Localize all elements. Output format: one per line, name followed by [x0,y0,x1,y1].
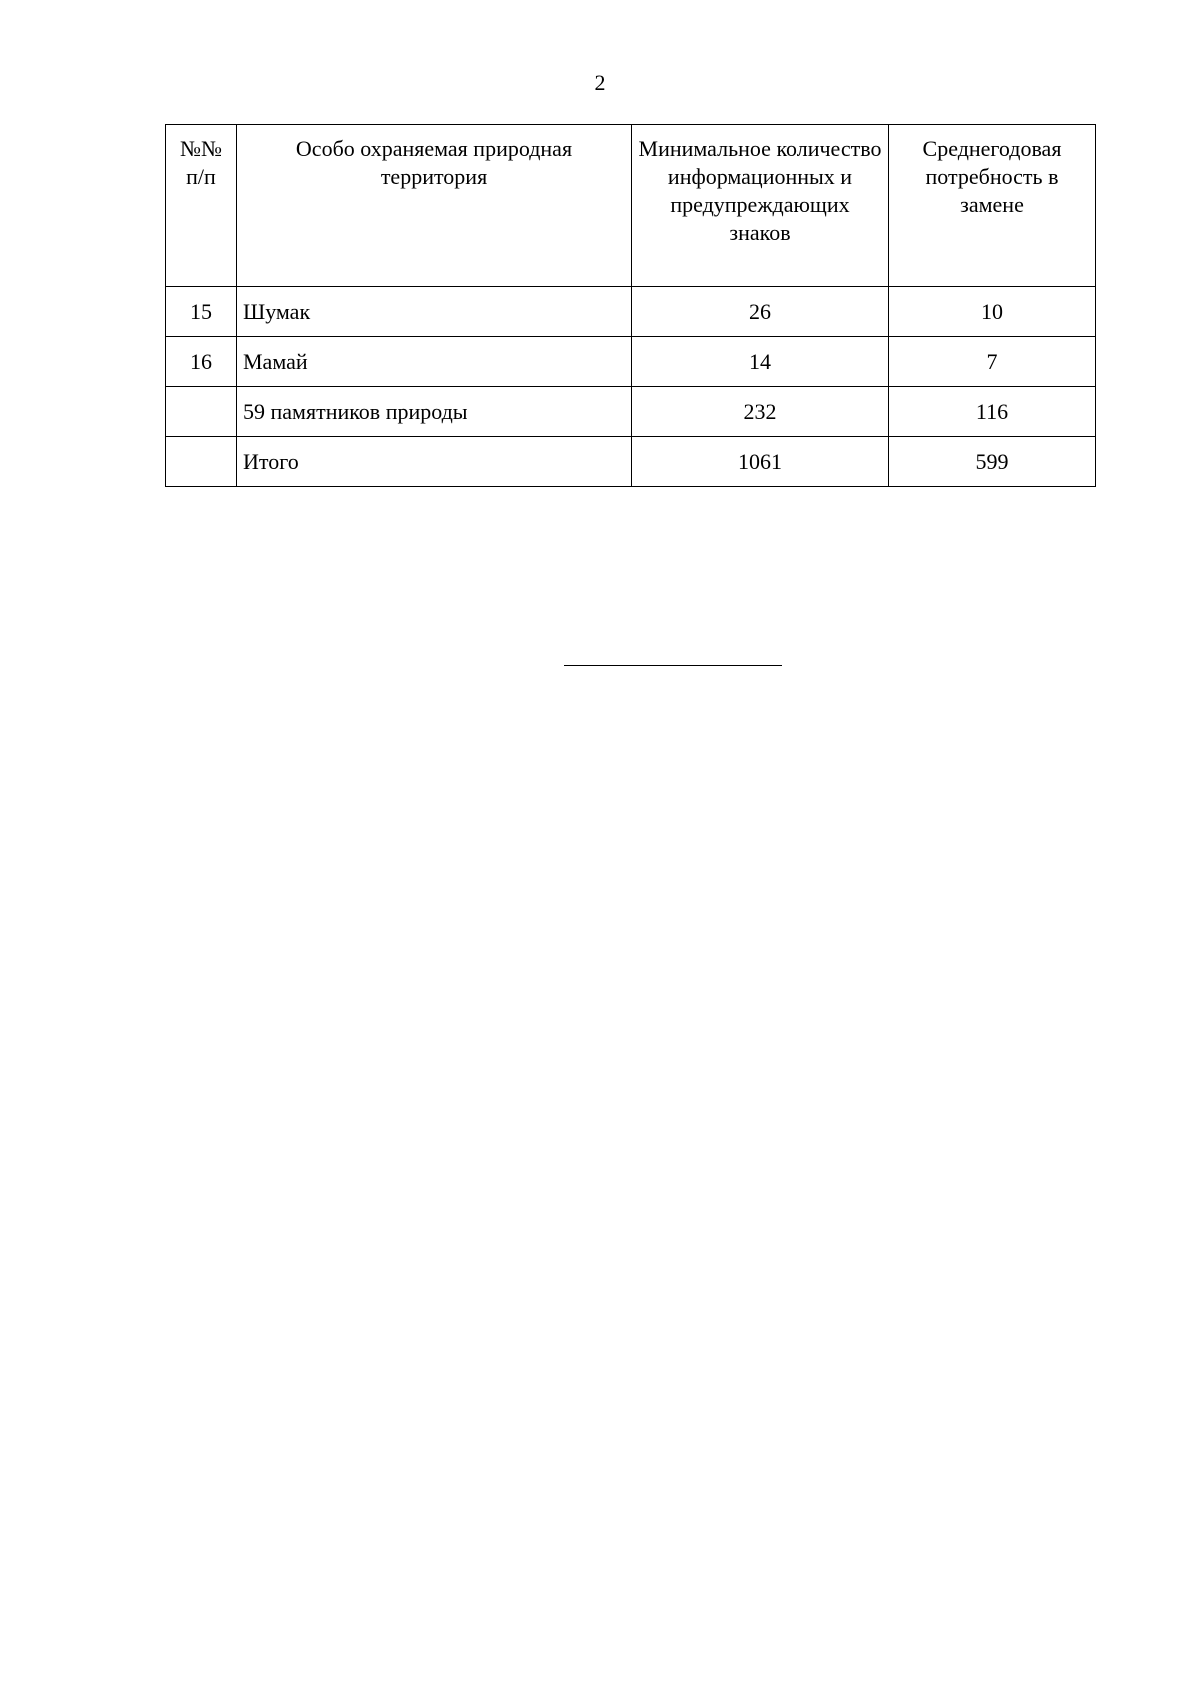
row-annual-need: 116 [889,387,1096,437]
row-annual-need: 10 [889,287,1096,337]
row-annual-need: 599 [889,437,1096,487]
row-min-signs: 1061 [632,437,889,487]
table-row-total [166,437,1096,487]
header-number: №№ п/п [166,125,237,287]
row-min-signs: 14 [632,337,889,387]
row-number [166,387,237,437]
row-number: 16 [166,337,237,387]
row-number [166,437,237,487]
row-territory: 59 памятников природы [237,387,632,437]
row-min-signs: 26 [632,287,889,337]
table-row [166,287,1096,337]
closing-divider-line [564,665,782,666]
header-annual-need: Среднегодовая потребность в замене [889,125,1096,287]
row-min-signs: 232 [632,387,889,437]
row-number: 15 [166,287,237,337]
signs-table [165,124,1096,487]
row-territory: Итого [237,437,632,487]
row-annual-need: 7 [889,337,1096,387]
page-number: 2 [594,70,606,95]
header-min-signs: Минимальное количество информационных и предупреждающих знаков [632,125,889,287]
table-row [166,387,1096,437]
header-territory: Особо охраняемая природная территория [237,125,632,287]
table-header-row [166,125,1096,287]
row-territory: Мамай [237,337,632,387]
row-territory: Шумак [237,287,632,337]
table-row [166,337,1096,387]
